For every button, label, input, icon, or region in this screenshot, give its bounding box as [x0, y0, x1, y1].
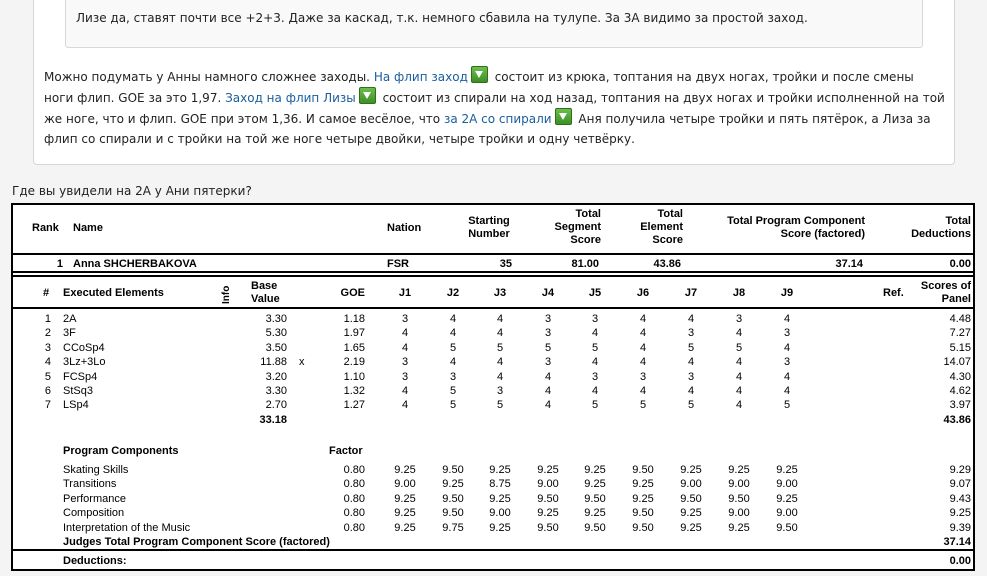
- tes-header-2: Element: [640, 221, 683, 233]
- judge-header: J6: [636, 287, 650, 299]
- element-number: 5: [44, 370, 51, 383]
- element-name: FCSp4: [63, 370, 98, 383]
- element-judge-score: 3: [783, 327, 791, 340]
- component-judge-score: 9.25: [537, 464, 559, 476]
- component-judge-score: 9.25: [537, 507, 559, 520]
- element-judge-score: 4: [735, 327, 743, 340]
- element-judge-score: 4: [401, 399, 409, 412]
- element-judge-score: 4: [735, 399, 743, 412]
- judge-header: J1: [398, 287, 412, 299]
- element-judge-score: 4: [639, 385, 647, 397]
- liza-flip-entry-link[interactable]: Заход на флип Лизы: [225, 91, 356, 105]
- component-judge-score: 9.25: [394, 507, 416, 520]
- element-base-value: 3.50: [265, 341, 287, 354]
- element-judge-score: 4: [401, 327, 409, 340]
- rank-header: Rank: [32, 222, 59, 234]
- element-judge-score: 4: [735, 370, 743, 383]
- component-judge-score: 9.50: [584, 492, 606, 505]
- component-name: Transitions: [63, 478, 117, 491]
- component-judge-score: 9.00: [489, 507, 511, 520]
- element-judge-score: 5: [735, 341, 743, 354]
- skater-rank: 1: [56, 258, 63, 270]
- post-paragraph: [44, 66, 946, 149]
- component-judge-score: 9.00: [394, 478, 416, 491]
- elements-header-divider: [13, 307, 973, 309]
- component-factor: 0.80: [343, 464, 365, 476]
- element-judge-score: 4: [639, 341, 647, 354]
- element-judge-score: 4: [639, 356, 647, 369]
- element-judge-score: 3: [401, 356, 409, 369]
- component-judge-score: 9.25: [776, 492, 798, 505]
- element-number: 3: [44, 341, 51, 354]
- element-judge-score: 4: [783, 313, 791, 325]
- element-judge-score: 5: [687, 341, 695, 354]
- component-judge-score: 8.75: [489, 478, 511, 491]
- component-judge-score: 9.25: [489, 492, 511, 505]
- component-name: Skating Skills: [63, 464, 129, 476]
- tss-header-3: Score: [570, 234, 601, 246]
- element-bonus-mark: x: [299, 356, 305, 369]
- component-judge-score: 9.25: [728, 521, 750, 534]
- element-judge-score: 4: [496, 356, 504, 369]
- component-judge-score: 9.00: [728, 478, 750, 491]
- component-judge-score: 9.50: [537, 492, 559, 505]
- skater-divider: [13, 271, 973, 273]
- starting-number-header-1: Starting: [468, 215, 510, 227]
- protocol-score-sheet: [11, 203, 975, 571]
- component-judge-score: 9.25: [680, 507, 702, 520]
- component-judge-score: 9.25: [394, 521, 416, 534]
- judges-total-value: 37.14: [943, 536, 971, 548]
- component-score: 9.25: [949, 507, 971, 520]
- element-num-header: #: [43, 287, 50, 299]
- element-judge-score: 3: [591, 370, 599, 383]
- element-judge-score: 4: [687, 356, 695, 369]
- component-score: 9.29: [949, 464, 971, 476]
- skater-total-pcs: 37.14: [835, 258, 863, 270]
- element-judge-score: 3: [783, 356, 791, 369]
- download-icon[interactable]: [359, 87, 376, 104]
- component-score: 9.07: [949, 478, 971, 491]
- scores-of-panel-header-2: Panel: [941, 293, 971, 305]
- element-judge-score: 4: [544, 370, 552, 383]
- element-judge-score: 3: [687, 327, 695, 340]
- program-components-header: Program Components: [63, 445, 179, 457]
- component-judge-score: 9.25: [584, 478, 606, 491]
- component-judge-score: 9.25: [442, 478, 464, 491]
- element-panel-score: 4.30: [949, 370, 971, 383]
- element-judge-score: 3: [496, 385, 504, 397]
- skater-nation: FSR: [387, 258, 409, 270]
- component-judge-score: 9.25: [632, 478, 654, 491]
- component-judge-score: 9.00: [537, 478, 559, 491]
- component-judge-score: 9.25: [394, 464, 416, 476]
- quote-text: Лизе да, ставят почти все +2+3. Даже за каскад, т.к. немного сбавила на тулупе. За 3А видимо за простой заход.: [76, 11, 808, 25]
- component-judge-score: 9.50: [442, 507, 464, 520]
- element-base-value: 3.30: [265, 313, 287, 325]
- tss-header-1: Total: [575, 208, 601, 220]
- component-judge-score: 9.00: [776, 507, 798, 520]
- component-judge-score: 9.25: [632, 492, 654, 505]
- element-base-value: 3.20: [265, 370, 287, 383]
- element-judge-score: 4: [735, 356, 743, 369]
- deductions-label: Deductions:: [63, 555, 127, 567]
- element-judge-score: 5: [449, 399, 457, 412]
- element-goe: 1.10: [343, 370, 365, 383]
- element-judge-score: 5: [496, 399, 504, 412]
- skater-starting-number: 35: [499, 258, 512, 270]
- tes-header-1: Total: [657, 208, 683, 220]
- judge-header: J5: [588, 287, 602, 299]
- element-base-value: 5.30: [265, 327, 287, 340]
- deductions-header-2: Deductions: [911, 228, 971, 240]
- element-number: 6: [44, 385, 51, 397]
- deductions-value: 0.00: [949, 555, 971, 567]
- element-panel-score: 14.07: [943, 356, 971, 369]
- component-judge-score: 9.50: [442, 492, 464, 505]
- tss-header-2: Segment: [554, 221, 601, 233]
- component-factor: 0.80: [343, 521, 365, 534]
- element-judge-score: 3: [401, 313, 409, 325]
- element-name: 2A: [63, 313, 77, 325]
- element-judge-score: 4: [639, 327, 647, 340]
- element-goe: 1.97: [343, 327, 365, 340]
- element-judge-score: 3: [735, 313, 743, 325]
- element-judge-score: 3: [639, 370, 647, 383]
- judge-header: J3: [493, 287, 507, 299]
- element-base-value: 2.70: [265, 399, 287, 412]
- element-judge-score: 3: [449, 370, 457, 383]
- element-goe: 1.65: [343, 341, 365, 354]
- post-text-1: Можно подумать у Анны намного сложнее заходы.: [44, 70, 374, 84]
- element-judge-score: 5: [687, 399, 695, 412]
- component-judge-score: 9.25: [489, 464, 511, 476]
- post-text-2: состоит из крюка, топтания на двух ногах, тройки и после смены ноги флип. GOE за это 1,97.: [44, 70, 914, 105]
- starting-number-header-2: Number: [468, 228, 510, 240]
- element-number: 4: [44, 356, 51, 369]
- component-judge-score: 9.00: [728, 507, 750, 520]
- component-score: 9.39: [949, 521, 971, 534]
- pcs-header-1: Total Program Component: [727, 215, 865, 227]
- component-judge-score: 9.50: [632, 464, 654, 476]
- element-judge-score: 4: [544, 399, 552, 412]
- flip-entry-link[interactable]: На флип заход: [373, 70, 468, 84]
- component-judge-score: 9.25: [394, 492, 416, 505]
- deductions-header-1: Total: [945, 215, 971, 227]
- element-name: CCoSp4: [63, 341, 105, 354]
- name-header: Name: [73, 222, 103, 234]
- post-text-4: Аня получила четыре тройки и пять пятёрок, а Лиза за флип со спирали и с тройки на той же ноге четыре двойки, четыре тройки и одну четвёрку.: [44, 112, 931, 146]
- deductions-divider: [13, 549, 973, 551]
- component-name: Interpretation of the Music: [63, 521, 191, 534]
- element-panel-score: 4.48: [949, 313, 971, 325]
- element-judge-score: 4: [591, 356, 599, 369]
- skater-name: Anna SHCHERBAKOVA: [73, 258, 197, 270]
- element-panel-score: 4.62: [949, 385, 971, 397]
- element-judge-score: 4: [591, 327, 599, 340]
- judge-header: J4: [541, 287, 555, 299]
- axel-spiral-link[interactable]: за 2А со спирали: [443, 112, 552, 126]
- element-judge-score: 4: [496, 370, 504, 383]
- download-icon[interactable]: [471, 66, 488, 83]
- element-base-value: 11.88: [260, 356, 287, 369]
- element-judge-score: 3: [544, 356, 552, 369]
- base-value-total: 33.18: [259, 414, 287, 426]
- element-judge-score: 5: [591, 341, 599, 354]
- quote-block: [65, 0, 923, 48]
- element-name: LSp4: [63, 399, 89, 412]
- element-judge-score: 4: [544, 385, 552, 397]
- element-number: 2: [44, 327, 51, 340]
- component-score: 9.43: [949, 492, 971, 505]
- ref-header: Ref.: [883, 287, 904, 299]
- executed-elements-header: Executed Elements: [63, 287, 164, 299]
- scores-of-panel-header-1: Scores of: [920, 280, 971, 292]
- element-goe: 2.19: [343, 356, 365, 369]
- component-judge-score: 9.50: [776, 521, 798, 534]
- component-judge-score: 9.25: [776, 464, 798, 476]
- element-judge-score: 4: [783, 370, 791, 383]
- element-goe: 1.27: [343, 399, 365, 412]
- skater-total-element: 43.86: [653, 258, 681, 270]
- element-judge-score: 3: [687, 370, 695, 383]
- element-judge-score: 4: [449, 327, 457, 340]
- element-panel-score: 5.15: [949, 341, 971, 354]
- element-judge-score: 4: [783, 385, 791, 397]
- element-panel-score: 3.97: [949, 399, 971, 412]
- component-judge-score: 9.25: [728, 464, 750, 476]
- post-text-3: состоит из спирали на ход назад, топтания на двух ногах и тройки исполненной на той же ноге, что и флип. GOE при этом 1,36. И самое весёлое, что: [44, 91, 945, 126]
- element-judge-score: 5: [496, 341, 504, 354]
- element-goe: 1.32: [343, 385, 365, 397]
- skater-divider-2: [13, 275, 973, 277]
- component-judge-score: 9.00: [776, 478, 798, 491]
- element-judge-score: 4: [639, 313, 647, 325]
- component-judge-score: 9.25: [680, 464, 702, 476]
- element-judge-score: 3: [591, 313, 599, 325]
- element-number: 7: [44, 399, 51, 412]
- judge-header: J9: [780, 287, 794, 299]
- element-judge-score: 3: [544, 327, 552, 340]
- component-judge-score: 9.50: [728, 492, 750, 505]
- component-judge-score: 9.25: [489, 521, 511, 534]
- element-name: 3Lz+3Lo: [63, 356, 106, 369]
- goe-header: GOE: [340, 287, 365, 299]
- download-icon[interactable]: [555, 108, 572, 125]
- element-judge-score: 4: [401, 341, 409, 354]
- component-name: Composition: [63, 507, 125, 520]
- judge-header: J8: [732, 287, 746, 299]
- element-name: StSq3: [63, 385, 93, 397]
- info-header: Info: [221, 285, 232, 304]
- element-judge-score: 4: [687, 385, 695, 397]
- element-judge-score: 4: [687, 313, 695, 325]
- component-judge-score: 9.50: [632, 507, 654, 520]
- element-judge-score: 5: [591, 399, 599, 412]
- element-judge-score: 4: [401, 385, 409, 397]
- question-text: Где вы увидели на 2А у Ани пятерки?: [12, 184, 252, 198]
- component-judge-score: 9.75: [442, 521, 464, 534]
- element-base-value: 3.30: [265, 385, 287, 397]
- base-value-header-1: Base: [251, 280, 278, 292]
- factor-header: Factor: [329, 445, 363, 457]
- element-judge-score: 4: [591, 385, 599, 397]
- element-judge-score: 3: [401, 370, 409, 383]
- component-judge-score: 9.50: [442, 464, 464, 476]
- judge-header: J2: [446, 287, 460, 299]
- element-number: 1: [44, 313, 51, 325]
- header-divider: [13, 253, 973, 255]
- element-judge-score: 5: [639, 399, 647, 412]
- component-judge-score: 9.50: [537, 521, 559, 534]
- base-value-header-2: Value: [251, 293, 280, 305]
- element-judge-score: 4: [449, 313, 457, 325]
- component-factor: 0.80: [343, 492, 365, 505]
- component-judge-score: 9.25: [680, 521, 702, 534]
- pcs-header-2: Score (factored): [780, 228, 865, 240]
- element-goe: 1.18: [343, 313, 365, 325]
- component-judge-score: 9.50: [584, 521, 606, 534]
- judge-header: J7: [684, 287, 698, 299]
- element-judge-score: 4: [783, 341, 791, 354]
- element-judge-score: 5: [449, 341, 457, 354]
- element-judge-score: 3: [544, 313, 552, 325]
- element-judge-score: 4: [496, 313, 504, 325]
- component-factor: 0.80: [343, 507, 365, 520]
- judges-total-label: Judges Total Program Component Score (factored): [63, 536, 330, 548]
- element-panel-score: 7.27: [949, 327, 971, 340]
- element-judge-score: 5: [449, 385, 457, 397]
- element-judge-score: 4: [735, 385, 743, 397]
- component-judge-score: 9.50: [680, 492, 702, 505]
- tes-header-3: Score: [652, 234, 683, 246]
- element-judge-score: 5: [544, 341, 552, 354]
- component-judge-score: 9.50: [632, 521, 654, 534]
- component-judge-score: 9.25: [584, 507, 606, 520]
- element-name: 3F: [63, 327, 76, 340]
- component-name: Performance: [63, 492, 126, 505]
- element-judge-score: 4: [449, 356, 457, 369]
- component-judge-score: 9.25: [584, 464, 606, 476]
- element-judge-score: 5: [783, 399, 791, 412]
- component-judge-score: 9.00: [680, 478, 702, 491]
- skater-total-segment: 81.00: [571, 258, 599, 270]
- panel-total: 43.86: [943, 414, 971, 426]
- skater-deductions: 0.00: [949, 258, 971, 270]
- element-judge-score: 4: [496, 327, 504, 340]
- nation-header: Nation: [387, 222, 422, 234]
- component-factor: 0.80: [343, 478, 365, 491]
